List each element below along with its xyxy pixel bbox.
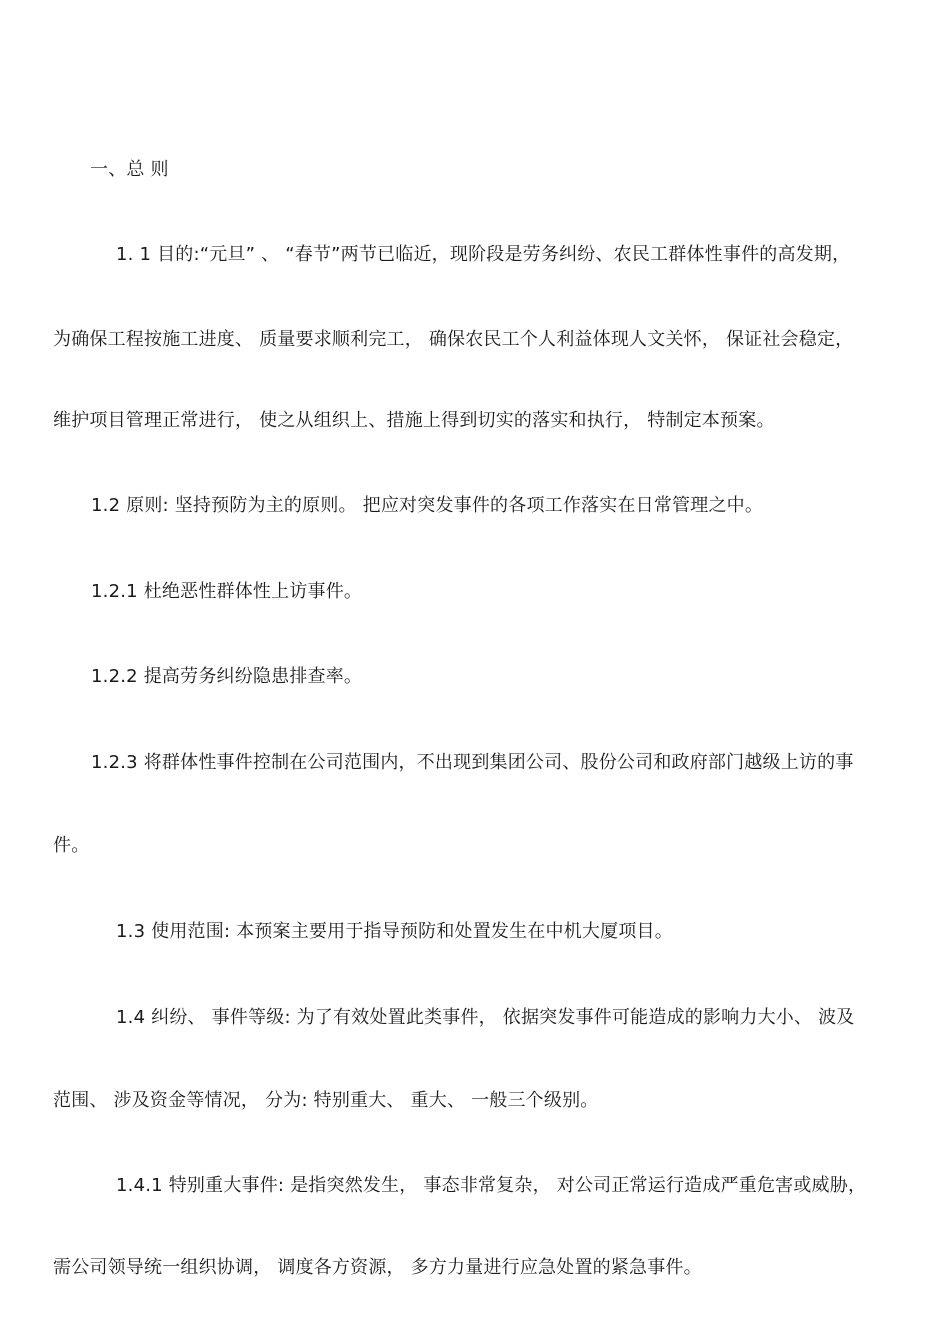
paragraph-1-4-1-line-2: 需公司领导统一组织协调， 调度各方资源， 多方力量进行应急处置的紧急事件。 [53, 1257, 702, 1278]
paragraph-1-1-line-3: 维护项目管理正常进行， 使之从组织上、措施上得到切实的落实和执行， 特制定本预案。 [53, 410, 775, 431]
paragraph-1-4-line-2: 范围、 涉及资金等情况， 分为: 特别重大、 重大、 一般三个级别。 [53, 1090, 599, 1111]
paragraph-1-3: 1.3 使用范围: 本预案主要用于指导预防和处置发生在中机大厦项目。 [116, 921, 673, 942]
paragraph-1-2-3-line-1: 1.2.3 将群体性事件控制在公司范围内，不出现到集团公司、股份公司和政府部门越级上访的事 [91, 752, 854, 773]
paragraph-1-2-2: 1.2.2 提高劳务纠纷隐患排查率。 [91, 666, 363, 687]
paragraph-1-4-line-1: 1.4 纠纷、 事件等级: 为了有效处置此类事件， 依据突发事件可能造成的影响力大小、 波及 [116, 1007, 855, 1028]
paragraph-1-1-line-2: 为确保工程按施工进度、 质量要求顺利完工， 确保农民工个人利益体现人文关怀， 保证社会稳定， [53, 329, 854, 350]
paragraph-1-2-1: 1.2.1 杜绝恶性群体性上访事件。 [91, 581, 363, 602]
section-heading: 一、总 则 [90, 159, 169, 180]
paragraph-1-1-line-1: 1. 1 目的:“元旦” 、 “春节”两节已临近，现阶段是劳务纠纷、农民工群体性事件的高发期， [116, 244, 851, 265]
paragraph-1-2: 1.2 原则: 坚持预防为主的原则。 把应对突发事件的各项工作落实在日常管理之中。 [91, 495, 764, 516]
paragraph-1-2-3-line-2: 件。 [53, 835, 90, 856]
paragraph-1-4-1-line-1: 1.4.1 特别重大事件: 是指突然发生， 事态非常复杂， 对公司正常运行造成严重危害或威胁， [116, 1175, 867, 1196]
